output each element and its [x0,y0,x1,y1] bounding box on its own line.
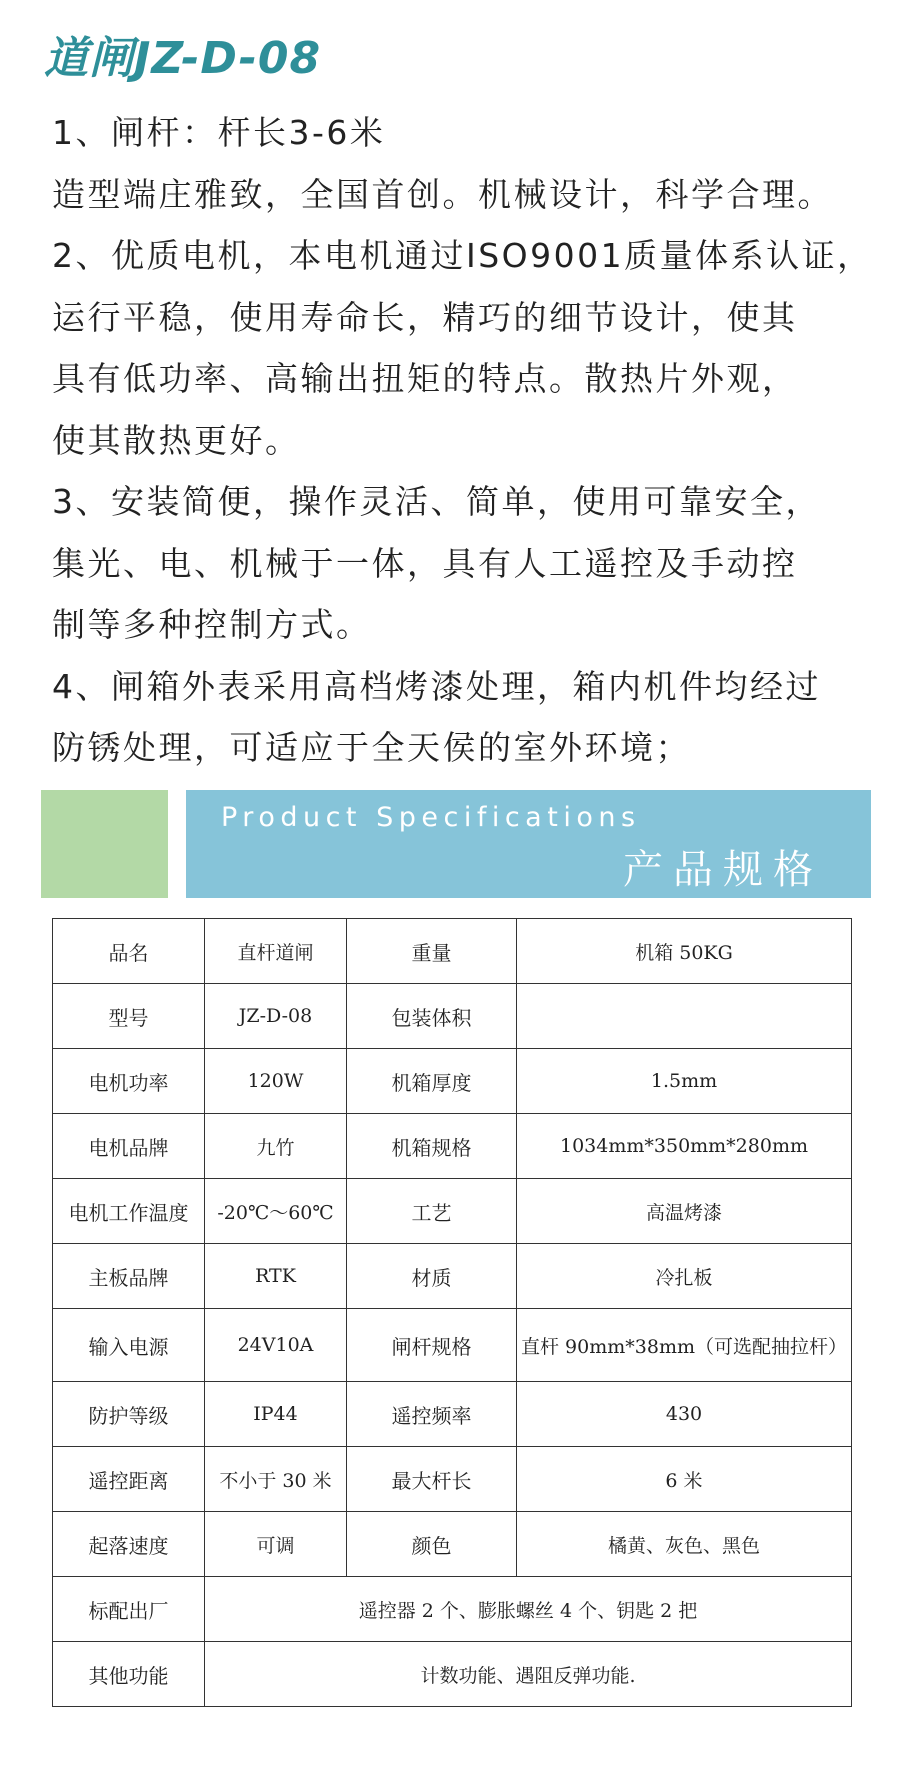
spec-row [53,919,852,984]
spec-label: 防护等级 [53,1382,205,1447]
spec-value: JZ-D-08 [205,984,347,1049]
spec-value: 1034mm*350mm*280mm [517,1114,852,1179]
page-title: 道闸JZ-D-08 [44,33,322,84]
spec-row [53,1309,852,1382]
spec-label: 包装体积 [347,984,517,1049]
product-description [52,102,882,779]
spec-value: 计数功能、遇阻反弹功能. [205,1642,852,1707]
spec-label: 电机功率 [53,1049,205,1114]
spec-value: 直杆 90mm*38mm（可选配抽拉杆） [517,1309,852,1382]
spec-row [53,984,852,1049]
spec-value: -20℃～60℃ [205,1179,347,1244]
spec-value: 高温烤漆 [517,1179,852,1244]
spec-row [53,1179,852,1244]
spec-row [53,1114,852,1179]
spec-label: 闸杆规格 [347,1309,517,1382]
banner-english-title: Product Specifications [221,802,641,833]
description-line: 使其散热更好。 [52,420,301,460]
description-line: 制等多种控制方式。 [52,605,372,644]
spec-label: 机箱规格 [347,1114,517,1179]
description-line: 具有低功率、高输出扭矩的特点。散热片外观， [52,359,798,398]
spec-label: 起落速度 [53,1512,205,1577]
spec-label: 重量 [347,919,517,984]
spec-table [52,918,852,1707]
spec-label: 颜色 [347,1512,517,1577]
spec-value: 可调 [205,1512,347,1577]
spec-label: 工艺 [347,1179,517,1244]
spec-value: 6 米 [517,1447,852,1512]
description-line: 防锈处理，可适应于全天侯的室外环境； [52,728,691,767]
spec-label: 遥控距离 [53,1447,205,1512]
spec-value: 遥控器 2 个、膨胀螺丝 4 个、钥匙 2 把 [205,1577,852,1642]
description-line: 集光、电、机械于一体，具有人工遥控及手动控 [52,543,798,583]
spec-banner [0,790,907,900]
spec-value: 1.5mm [517,1049,852,1114]
spec-row [53,1382,852,1447]
spec-label: 电机工作温度 [53,1179,205,1244]
spec-row [53,1512,852,1577]
spec-label: 材质 [347,1244,517,1309]
description-line: 3、安装简便，操作灵活、简单，使用可靠安全， [52,482,821,521]
spec-value: 24V10A [205,1309,347,1382]
spec-row [53,1049,852,1114]
spec-label: 品名 [53,919,205,984]
banner-green-block [41,790,168,898]
description-line: 4、闸箱外表采用高档烤漆处理，箱内机件均经过 [52,666,821,706]
spec-value: 430 [517,1382,852,1447]
description-line: 1、闸杆：杆长3-6米 [52,113,386,152]
spec-value: 直杆道闸 [205,919,347,984]
banner-blue-block [186,790,871,898]
spec-row [53,1577,852,1642]
banner-chinese-title: 产品规格 [623,847,823,893]
spec-label: 型号 [53,984,205,1049]
spec-value: 120W [205,1049,347,1114]
spec-value: 九竹 [205,1114,347,1179]
spec-row [53,1642,852,1707]
spec-row [53,1244,852,1309]
spec-label: 其他功能 [53,1642,205,1707]
description-line: 造型端庄雅致，全国首创。机械设计，科学合理。 [52,174,833,214]
spec-value [517,984,852,1049]
spec-value: RTK [205,1244,347,1309]
spec-value: 橘黄、灰色、黑色 [517,1512,852,1577]
spec-label: 输入电源 [53,1309,205,1382]
description-line: 运行平稳，使用寿命长，精巧的细节设计，使其 [52,297,798,337]
spec-value: 冷扎板 [517,1244,852,1309]
spec-label: 主板品牌 [53,1244,205,1309]
spec-label: 电机品牌 [53,1114,205,1179]
spec-label: 机箱厚度 [347,1049,517,1114]
spec-label: 遥控频率 [347,1382,517,1447]
spec-row [53,1447,852,1512]
spec-label: 标配出厂 [53,1577,205,1642]
spec-label: 最大杆长 [347,1447,517,1512]
spec-value: 不小于 30 米 [205,1447,347,1512]
spec-value: IP44 [205,1382,347,1447]
spec-value: 机箱 50KG [517,919,852,984]
description-line: 2、优质电机，本电机通过ISO9001质量体系认证， [52,236,873,275]
